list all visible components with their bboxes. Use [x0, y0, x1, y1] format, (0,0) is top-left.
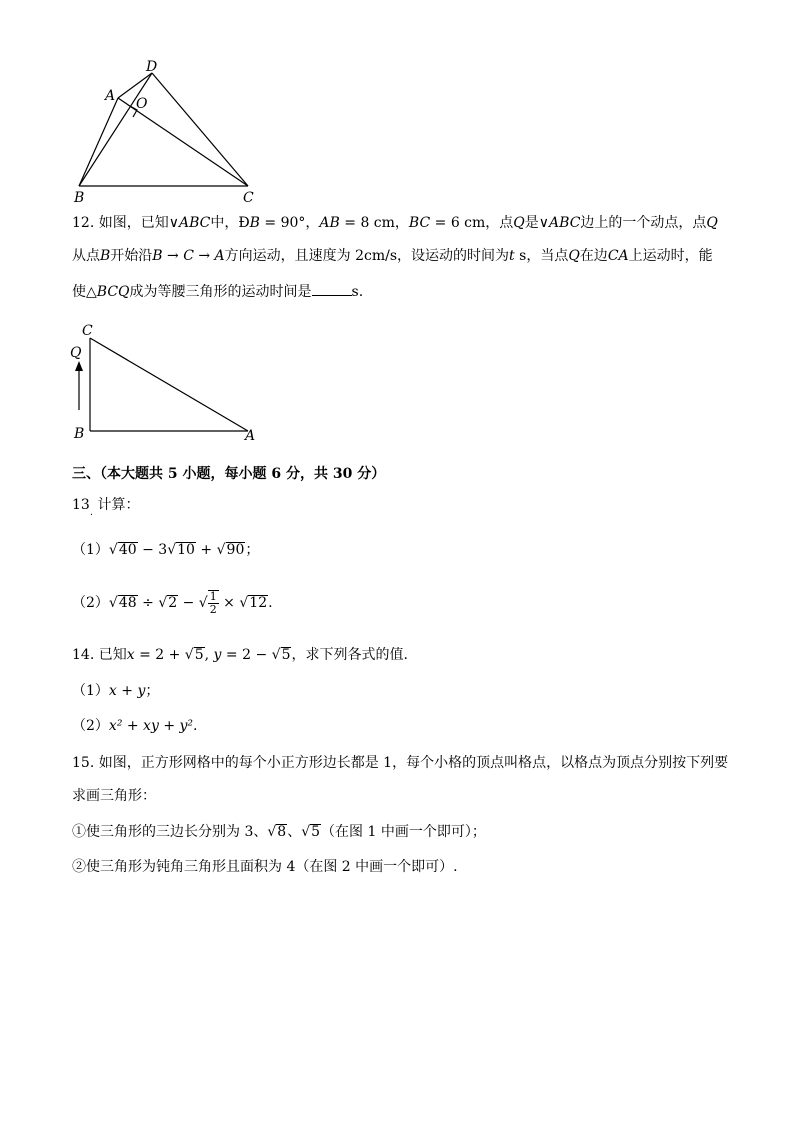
operator: ÷ [137, 595, 159, 611]
q12-line1 [72, 214, 718, 232]
label-D: D [146, 59, 158, 75]
figure-right-triangle [65, 318, 270, 448]
q12-text: 是∨ [524, 215, 550, 231]
numerator: 1 [209, 590, 217, 603]
part-label: （2） [72, 595, 109, 611]
punct: ； [145, 683, 160, 699]
math-q: Q [513, 215, 525, 231]
q12-text: 中，Ð [210, 215, 250, 231]
math-b: B [100, 248, 111, 264]
radicand: 5 [311, 824, 321, 840]
math-t: t [509, 248, 515, 264]
q14-part2 [72, 717, 197, 735]
q12-text: 边上的一个动点，点 [580, 215, 707, 231]
q13-part2: （2）√48 ÷ √2 − √ $\frac{1}{2}$ × √12. [72, 590, 273, 616]
q12-line2 [72, 247, 713, 265]
part-label: （2） [72, 718, 109, 734]
radicand: 90 [226, 542, 245, 558]
q15-number: 15. [72, 755, 95, 771]
q12-text: 从点 [72, 248, 100, 264]
q15-text: ①使三角形的三边长分别为 3、 [72, 824, 268, 840]
q15-line2: 求画三角形： [72, 788, 156, 804]
math-abc: ABC [549, 215, 581, 231]
q14-text: = 2 − [221, 647, 272, 663]
radicand: 40 [118, 542, 137, 558]
radicand: 10 [177, 542, 195, 558]
q12-text: 如图，已知∨ [98, 215, 179, 231]
punct: . [268, 595, 273, 611]
radicand: 48 [118, 595, 137, 611]
q12-text: 上运动时，能 [628, 248, 713, 264]
q15-text: 如图，正方形网格中的每个小正方形边长都是 1，每个小格的顶点叫格点，以格点为顶点分别按下列要 [98, 755, 729, 771]
q12-text: = 8 cm， [339, 215, 409, 231]
math-x: x [126, 647, 135, 663]
radicand: 12 [249, 595, 268, 611]
q14-text: , [204, 647, 214, 663]
radicand: 5 [281, 647, 291, 663]
q13-part1: （1）√40 − 3√10 + √90； [72, 542, 260, 558]
radicand: 8 [277, 824, 287, 840]
q12-text: s. [351, 284, 364, 300]
label-C: C [82, 323, 93, 339]
q14-part1 [72, 682, 159, 700]
denominator: 2 [209, 603, 217, 616]
operator: × [218, 595, 240, 611]
punct: ； [245, 542, 260, 558]
q15-line1 [72, 754, 728, 772]
q14-line: 14. 已知x = 2 + √5, y = 2 − √5，求下列各式的值. [72, 647, 408, 663]
radicand: 2 [168, 595, 178, 611]
q13-line [72, 496, 139, 516]
q14-text: ，求下列各式的值. [291, 647, 408, 663]
part-label: （1） [72, 683, 109, 699]
fraction [208, 590, 219, 616]
q15-text: 、 [287, 824, 302, 840]
math-q: Q [568, 248, 580, 264]
math-b: B [249, 215, 260, 231]
q12-text: 在边 [579, 248, 608, 264]
radicand: 5 [194, 647, 204, 663]
answer-blank[interactable] [312, 283, 352, 296]
label-A: A [105, 88, 116, 104]
math-ab: AB [319, 215, 340, 231]
math-bc: BC [408, 215, 431, 231]
q14-text: = 2 + [134, 647, 185, 663]
math-path: B → C → A [152, 248, 225, 264]
q12-text: = 6 cm，点 [430, 215, 514, 231]
q14-number: 14. [72, 647, 95, 663]
q13-text: 计算： [97, 497, 140, 513]
operator: − 3 [137, 542, 168, 558]
label-C: C [243, 190, 254, 206]
math-expr: x² + xy + y² [108, 718, 194, 734]
q12-line3 [72, 283, 363, 301]
math-expr: x + y [108, 683, 146, 699]
punct: . [193, 718, 198, 734]
section-heading: 三、（本大题共 5 小题，每小题 6 分，共 30 分） [72, 466, 386, 482]
q12-text: 使△ [72, 284, 97, 300]
math-abc: ABC [178, 215, 211, 231]
operator: + [195, 542, 217, 558]
operator: − [178, 595, 199, 611]
q12-text: = 90°， [259, 215, 320, 231]
q12-number: 12. [72, 215, 95, 231]
arrow-up-icon [75, 361, 83, 371]
math-bcq: BCQ [96, 284, 130, 300]
label-O: O [136, 96, 148, 112]
q14-text: 已知 [98, 647, 127, 663]
q12-text: 成为等腰三角形的运动时间是 [129, 284, 312, 300]
math-q: Q [706, 215, 718, 231]
q12-text: 方向运动，且速度为 2cm/s，设运动的时间为 [224, 248, 510, 264]
q13-number: 13 [72, 497, 90, 513]
q12-text: s，当点 [514, 248, 569, 264]
part-label: （1） [72, 542, 109, 558]
q15-item1: ①使三角形的三边长分别为 3、√8、√5（在图 1 中画一个即可）； [72, 824, 486, 840]
label-B: B [74, 190, 85, 206]
q12-text: 开始沿 [110, 248, 153, 264]
q15-item2: ②使三角形为钝角三角形且面积为 4（在图 2 中画一个即可）. [72, 859, 458, 875]
q15-text: （在图 1 中画一个即可）； [321, 824, 486, 840]
math-y: y [213, 647, 222, 663]
label-Q: Q [70, 345, 82, 361]
label-B: B [74, 426, 85, 442]
figure-quadrilateral [60, 58, 270, 208]
label-A: A [245, 428, 256, 444]
q13-dot: . [89, 507, 94, 518]
math-ca: CA [607, 248, 629, 264]
